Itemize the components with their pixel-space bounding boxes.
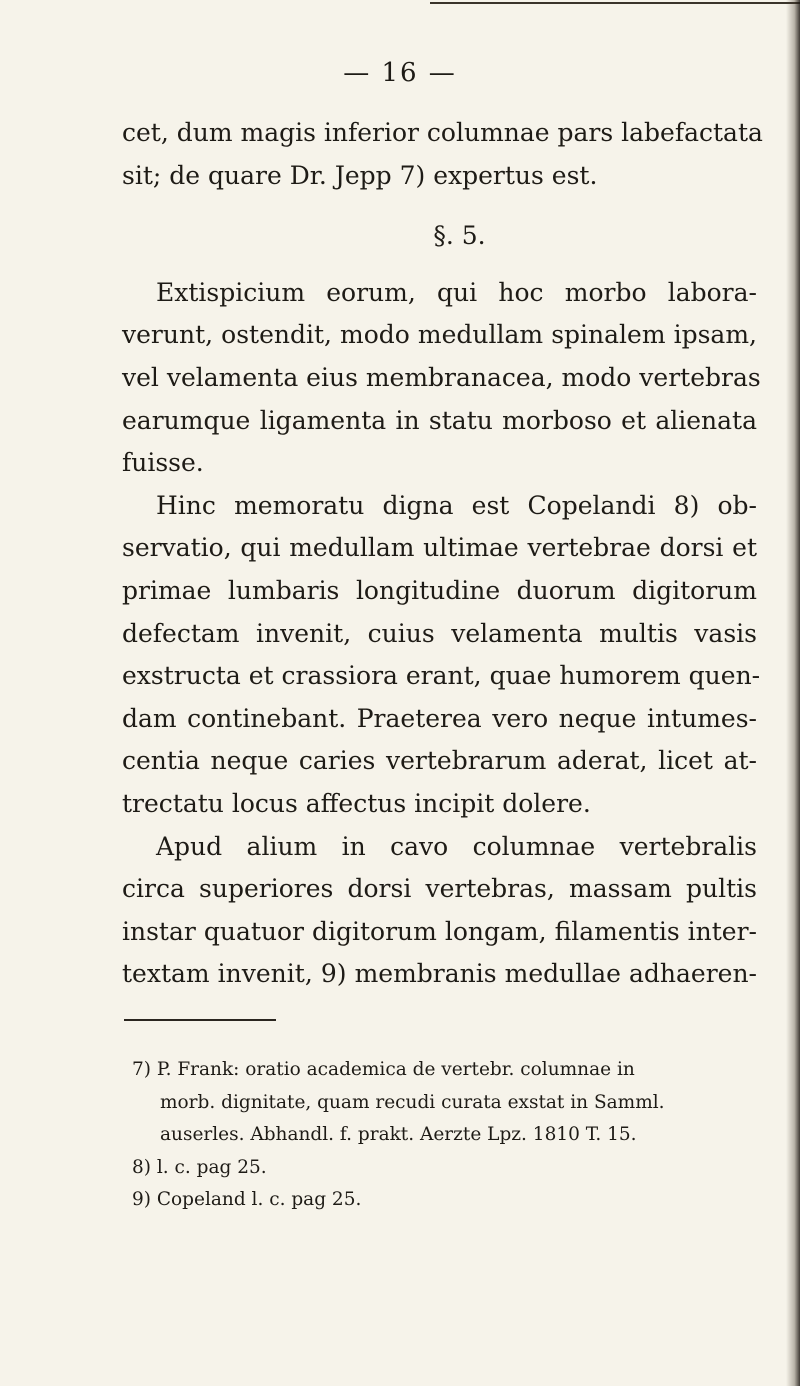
text-line: earumque ligamenta in statu morboso et alienata: [122, 405, 757, 435]
footnote-9: 9) Copeland l. c. pag 25.: [132, 1189, 362, 1210]
text-line: verunt, ostendit, modo medullam spinalem ipsam,: [122, 320, 757, 350]
text-line: fuisse.: [122, 448, 204, 478]
text-line: Hinc memoratu digna est Copelandi 8) ob-: [156, 490, 757, 520]
text-line: instar quatuor digitorum longam, filamentis inter-: [122, 916, 757, 946]
text-line: sit; de quare Dr. Jepp 7) expertus est.: [122, 160, 598, 190]
footnote-separator: [124, 1019, 276, 1021]
text-line: vel velamenta eius membranacea, modo vertebras: [122, 362, 761, 392]
footnote-8: 8) l. c. pag 25.: [132, 1156, 267, 1178]
text-line: exstructa et crassiora erant, quae humorem quen-: [122, 661, 761, 691]
text-line: servatio, qui medullam ultimae vertebrae dorsi et: [122, 533, 757, 563]
text-line: cet, dum magis inferior columnae pars labefactata: [122, 118, 763, 147]
text-line: trectatu locus affectus incipit dolere.: [122, 788, 591, 818]
footnote-7-continued: morb. dignitate, quam recudi curata exstat in Samml.: [160, 1091, 665, 1113]
footnote-7-continued: auserles. Abhandl. f. prakt. Aerzte Lpz. 1810 T. 15.: [160, 1124, 637, 1145]
text-line: primae lumbaris longitudine duorum digitorum: [122, 575, 757, 605]
page-edge-shadow: [786, 0, 800, 1386]
text-line: Extispicium eorum, qui hoc morbo labora-: [156, 277, 757, 307]
text-line: circa superiores dorsi vertebras, massam pultis: [122, 874, 757, 904]
section-heading: §. 5.: [433, 221, 486, 251]
text-line: textam invenit, 9) membranis medullae adhaeren-: [122, 959, 757, 989]
text-line: centia neque caries vertebrarum aderat, licet at-: [122, 746, 757, 776]
footnote-7: 7) P. Frank: oratio academica de vertebr. columnae in: [132, 1059, 635, 1080]
footnotes: [132, 1054, 764, 1217]
main-text: [122, 112, 763, 996]
text-line: dam continebant. Praeterea vero neque intumes-: [122, 703, 757, 733]
text-line: defectam invenit, cuius velamenta multis vasis: [122, 618, 757, 648]
page-number: — 16 —: [343, 58, 457, 88]
top-edge-line: [430, 2, 800, 4]
text-line: Apud alium in cavo columnae vertebralis: [156, 831, 757, 861]
